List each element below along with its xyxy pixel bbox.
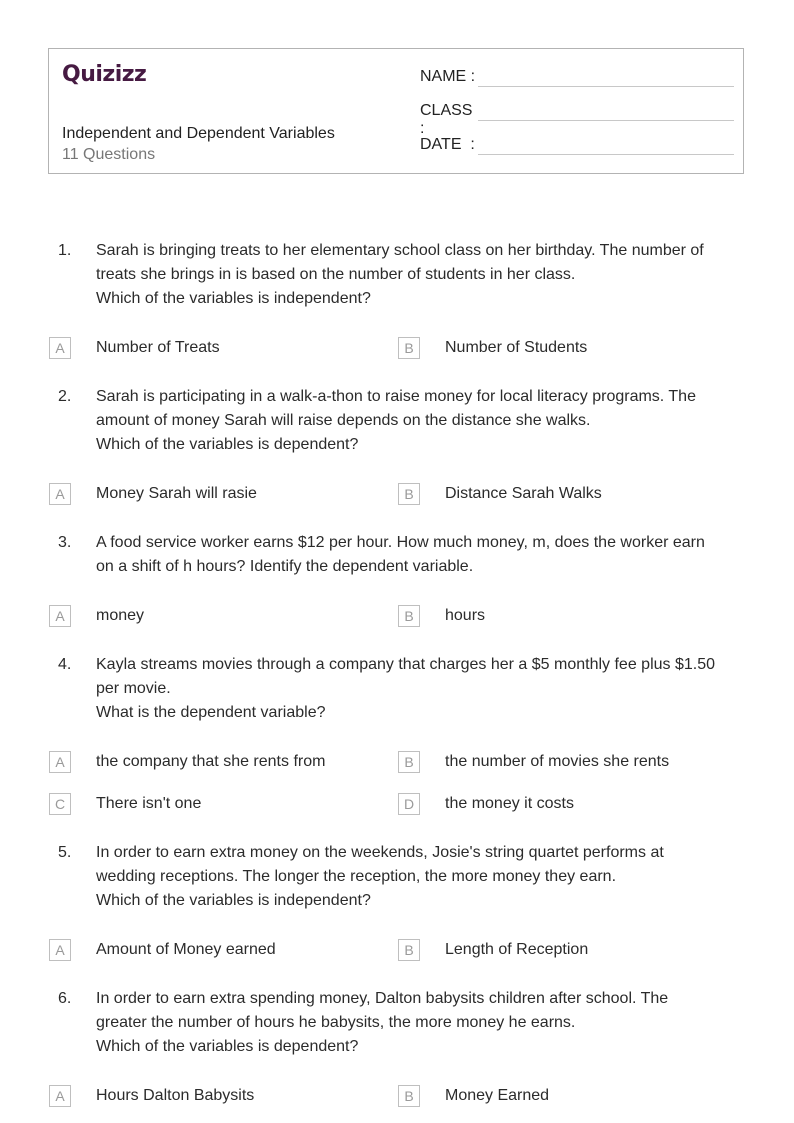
date-line[interactable] — [478, 154, 734, 155]
date-field — [420, 136, 476, 154]
class-field — [420, 102, 476, 138]
question-line: Which of the variables is dependent? — [96, 1038, 359, 1055]
question-line: In order to earn extra money on the weekends, Josie's string quartet performs at — [96, 844, 664, 861]
option-b-text: Number of Students — [445, 339, 588, 356]
logo-text: Quizizz — [62, 62, 147, 87]
worksheet-header — [48, 48, 744, 174]
option-b-text: Money Earned — [445, 1087, 550, 1104]
option-a-text: the company that she rents from — [96, 753, 326, 770]
option-b-text: hours — [445, 607, 486, 624]
question-line: Sarah is participating in a walk-a-thon to raise money for local literacy programs. The — [96, 388, 696, 405]
question-number: 3. — [58, 534, 72, 551]
question-line: treats she brings in is based on the number of students in her class. — [96, 266, 576, 283]
option-b-box[interactable]: B — [398, 483, 420, 505]
question-line: A food service worker earns $12 per hour. How much money, m, does the worker earn — [96, 534, 705, 551]
option-b-box[interactable]: B — [398, 605, 420, 627]
option-b-box[interactable]: B — [398, 751, 420, 773]
question-number: 2. — [58, 388, 72, 405]
option-c-text: There isn't one — [96, 795, 202, 812]
option-a-text: Number of Treats — [96, 339, 220, 356]
option-a-box[interactable]: A — [49, 751, 71, 773]
question-text — [96, 239, 746, 311]
option-a-box[interactable]: A — [49, 605, 71, 627]
question-line: What is the dependent variable? — [96, 704, 326, 721]
option-b-box[interactable]: B — [398, 337, 420, 359]
question-text — [96, 987, 746, 1059]
question-line: greater the number of hours he babysits, the more money he earns. — [96, 1014, 576, 1031]
question-line: Sarah is bringing treats to her elementary school class on her birthday. The number of — [96, 242, 704, 259]
option-b-text: the number of movies she rents — [445, 753, 670, 770]
name-field — [420, 68, 476, 86]
question-number: 6. — [58, 990, 72, 1007]
option-a-box[interactable]: A — [49, 939, 71, 961]
option-a-text: money — [96, 607, 145, 624]
option-a-box[interactable]: A — [49, 483, 71, 505]
question-line: Which of the variables is dependent? — [96, 436, 359, 453]
question-line: Which of the variables is independent? — [96, 290, 371, 307]
question-count: 11 Questions — [62, 146, 156, 163]
class-line[interactable] — [478, 120, 734, 121]
option-a-text: Amount of Money earned — [96, 941, 276, 958]
question-line: wedding receptions. The longer the reception, the more money they earn. — [96, 868, 617, 885]
option-c-box[interactable]: C — [49, 793, 71, 815]
question-text — [96, 841, 746, 913]
question-text — [96, 531, 746, 579]
question-line: per movie. — [96, 680, 171, 697]
option-a-text: Money Sarah will rasie — [96, 485, 257, 502]
option-a-text: Hours Dalton Babysits — [96, 1087, 255, 1104]
option-b-box[interactable]: B — [398, 939, 420, 961]
question-number: 4. — [58, 656, 72, 673]
question-line: Kayla streams movies through a company that charges her a $5 monthly fee plus $1.50 — [96, 656, 716, 673]
option-b-text: Length of Reception — [445, 941, 589, 958]
option-b-box[interactable]: B — [398, 1085, 420, 1107]
question-line: In order to earn extra spending money, Dalton babysits children after school. The — [96, 990, 669, 1007]
date-label: DATE : — [420, 136, 475, 153]
question-text — [96, 385, 746, 457]
class-label: CLASS : — [420, 102, 473, 137]
quizizz-logo — [62, 58, 154, 88]
option-d-box[interactable]: D — [398, 793, 420, 815]
name-line[interactable] — [478, 86, 734, 87]
question-line: on a shift of h hours? Identify the dependent variable. — [96, 558, 474, 575]
question-line: amount of money Sarah will raise depends on the distance she walks. — [96, 412, 591, 429]
question-number: 5. — [58, 844, 72, 861]
option-d-text: the money it costs — [445, 795, 574, 812]
worksheet-title: Independent and Dependent Variables — [62, 125, 335, 142]
name-label: NAME : — [420, 68, 476, 85]
option-a-box[interactable]: A — [49, 1085, 71, 1107]
question-text — [96, 653, 746, 725]
option-b-text: Distance Sarah Walks — [445, 485, 602, 502]
option-a-box[interactable]: A — [49, 337, 71, 359]
question-line: Which of the variables is independent? — [96, 892, 371, 909]
question-number: 1. — [58, 242, 72, 259]
